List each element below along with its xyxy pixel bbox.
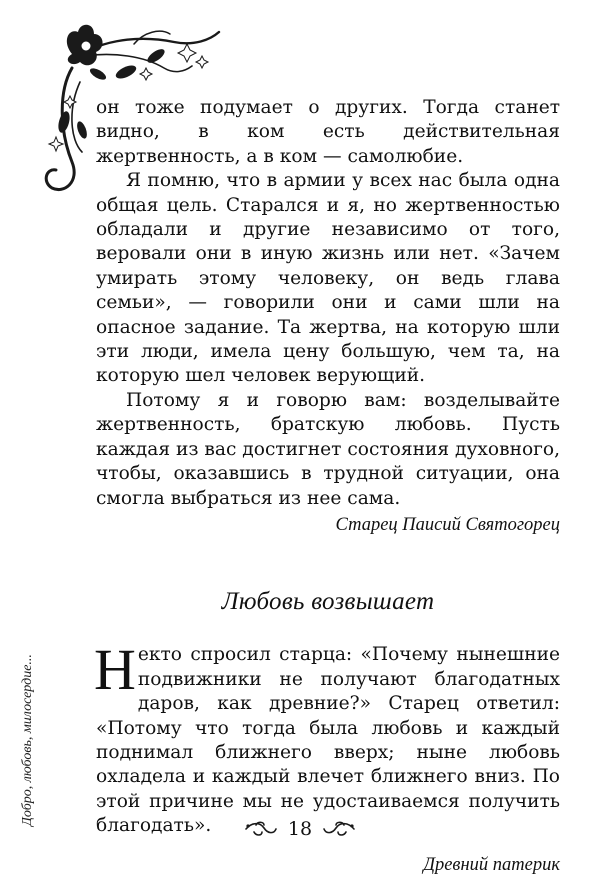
- flourish-left-icon: [244, 820, 278, 838]
- paragraph: Потому я и говорю вам: возделывайте жертвенность, братскую любовь. Пусть каждая из вас достигнет состояния духовного, чтобы, оказавшись в трудной ситуации, она смогла выбраться из нее сама.: [96, 389, 561, 509]
- flourish-right-icon: [322, 820, 356, 838]
- section-text: екто спросил старца: «Почему нынешние подвижники не получают благодатных даров, как древние?» Старец ответил: «Потому что тогда была любовь и каждый поднимал ближнего вверх; ныне любовь охладела и каждый влечет ближнего вниз. По этой причине мы не удостаиваемся получить благодать».: [96, 644, 560, 837]
- drop-cap: Н: [94, 637, 136, 703]
- section-title: Любовь возвышает: [221, 588, 435, 616]
- page-footer: [0, 814, 600, 844]
- paragraph: он тоже подумает о других. Тогда станет видно, в ком есть действительная жертвенность, а в ком — самолюбие.: [96, 97, 560, 167]
- page-body: [96, 96, 560, 877]
- section-paragraph: [94, 637, 560, 838]
- running-head: Добро, любовь, милосердие...: [20, 654, 35, 826]
- page-number: 18: [287, 818, 313, 840]
- attribution: Старец Паисий Святогорец: [335, 514, 560, 535]
- attribution: Древний патерик: [423, 854, 560, 875]
- paragraph: Я помню, что в армии у всех нас была одна общая цель. Старался и я, но жертвенностью обладали и другие независимо от того, веровали они в иную жизнь или нет. «Зачем умирать этому человеку, он ведь глава семьи», — говорили они и сами шли на опасное задание. Та жертва, на которую шли эти люди, имела цену большую, чем та, на которую шел человек верующий.: [96, 170, 560, 387]
